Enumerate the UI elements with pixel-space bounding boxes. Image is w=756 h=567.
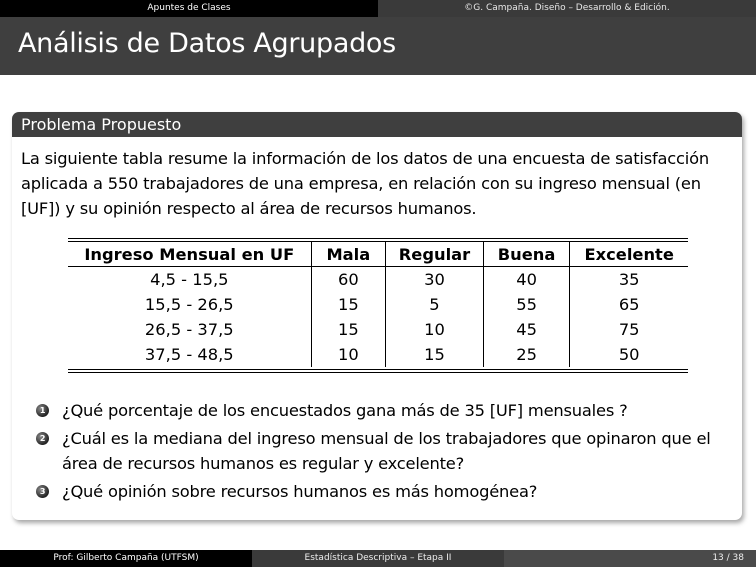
numbered-bullet-icon: 2: [36, 432, 49, 445]
table-cell: 50: [570, 342, 688, 367]
table-cell: 15: [386, 342, 484, 367]
table-cell: 65: [570, 292, 688, 317]
table-cell: 40: [483, 267, 570, 293]
numbered-bullet-icon: 1: [36, 404, 49, 417]
table-cell: 35: [570, 267, 688, 293]
table-cell: 55: [483, 292, 570, 317]
table-cell: 15: [311, 317, 386, 342]
table-cell: 37,5 - 48,5: [144, 345, 234, 364]
table-cell: 5: [386, 292, 484, 317]
numbered-bullet-icon: 3: [36, 485, 49, 498]
table-row: [68, 317, 688, 342]
question-list: [36, 398, 742, 507]
table-cell: 30: [386, 267, 484, 293]
table-bottom-rule: [68, 369, 688, 370]
column-header: Regular: [386, 242, 484, 267]
frame-title: Análisis de Datos Agrupados: [18, 28, 396, 59]
column-header: Buena: [483, 242, 570, 267]
block-header: [12, 112, 742, 137]
top-header-bar: [0, 0, 756, 17]
table-cell: 10: [311, 342, 386, 367]
header-copyright[interactable]: ©G. Campaña. Diseño – Desarrollo & Edición.: [378, 0, 756, 17]
list-item: [36, 479, 742, 504]
intro-paragraph: La siguiente tabla resume la información de los datos de una encuesta de satisfacción aplicada a 550 trabajadores de una empresa, en relación con su ingreso mensual (en [UF]) y su opinión respecto al área de recursos humanos.: [21, 149, 710, 218]
question-text: ¿Cuál es la mediana del ingreso mensual de los trabajadores que opinaron que el área de recursos humanos es regular y excelente?: [62, 429, 711, 473]
question-text: ¿Qué opinión sobre recursos humanos es más homogénea?: [62, 482, 538, 501]
list-item: [36, 398, 742, 423]
table-row: [68, 267, 688, 293]
footer-author[interactable]: Prof: Gilberto Campaña (UTFSM): [0, 550, 252, 567]
table-cell: 15,5 - 26,5: [144, 295, 234, 314]
footer-course[interactable]: Estadística Descriptiva – Etapa II: [252, 550, 504, 567]
footer-bar: [0, 550, 756, 567]
column-header: Mala: [311, 242, 386, 267]
header-section-title[interactable]: Apuntes de Clases: [0, 0, 378, 17]
column-header: Excelente: [570, 242, 688, 267]
table-cell: 4,5 - 15,5: [150, 270, 229, 289]
table-cell: 25: [483, 342, 570, 367]
list-item: [36, 426, 742, 476]
question-text: ¿Qué porcentaje de los encuestados gana más de 35 [UF] mensuales ?: [62, 401, 628, 420]
table-cell: 45: [483, 317, 570, 342]
frame-title-bar: [0, 17, 756, 75]
column-header: Ingreso Mensual en UF: [68, 242, 311, 267]
table-top-rule: [68, 238, 688, 239]
table-row: [68, 342, 688, 367]
table-header-row: [68, 242, 688, 267]
table-cell: 10: [386, 317, 484, 342]
table-row: [68, 292, 688, 317]
table-bottom-rule: [68, 372, 688, 373]
table-cell: 26,5 - 37,5: [144, 320, 234, 339]
table-cell: 60: [311, 267, 386, 293]
table-cell: 75: [570, 317, 688, 342]
footer-page-number[interactable]: 13 / 38: [504, 550, 756, 567]
survey-table: [68, 238, 688, 375]
frequency-table: [68, 242, 688, 367]
block-title: Problema Propuesto: [21, 115, 182, 134]
table-cell: 15: [311, 292, 386, 317]
